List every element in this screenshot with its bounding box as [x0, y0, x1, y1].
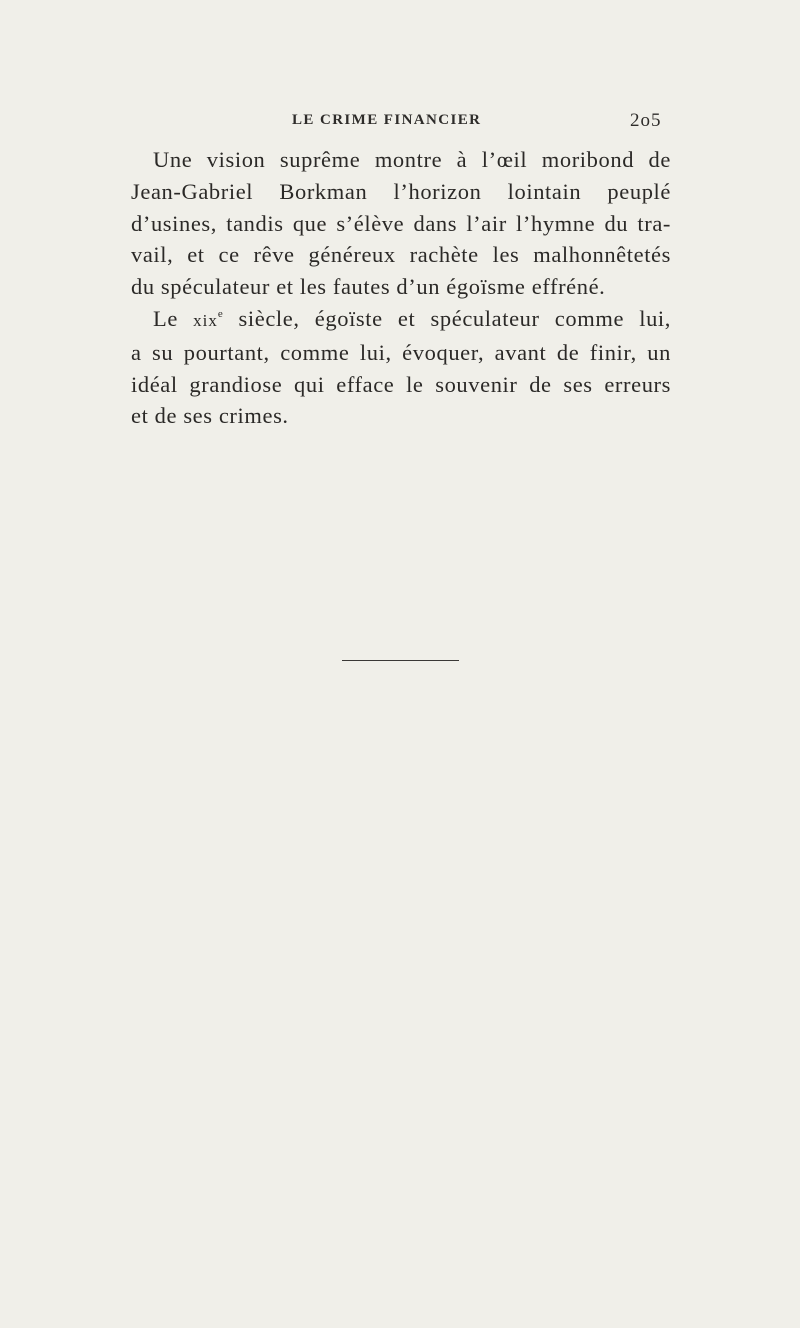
- end-rule: [342, 660, 459, 661]
- body-text: [131, 144, 671, 432]
- century-numeral: xix: [193, 310, 218, 330]
- page-header: [0, 112, 800, 136]
- text-line: vail, et ce rêve généreux rachète les malhonnêtetés: [131, 242, 671, 268]
- paragraph-2: [131, 303, 671, 432]
- superscript: e: [217, 307, 224, 320]
- text-line: [131, 303, 671, 337]
- text-fragment: siècle, égoïste et spéculateur comme lui,: [223, 305, 671, 331]
- text-line: et de ses crimes.: [131, 403, 289, 429]
- text-line: Une vision suprême montre à l’œil moribond de: [153, 147, 671, 172]
- page-number: 2o5: [630, 110, 662, 131]
- text-line: d’usines, tandis que s’élève dans l’air l’hymne du tra-: [131, 210, 671, 236]
- text-line: Jean-Gabriel Borkman l’horizon lointain peuplé: [131, 178, 671, 204]
- running-title: LE CRIME FINANCIER: [292, 112, 482, 128]
- text-line: a su pourtant, comme lui, évoquer, avant de finir, un: [131, 339, 671, 365]
- text-line: idéal grandiose qui efface le souvenir de ses erreurs: [131, 371, 671, 397]
- text-line: du spéculateur et les fautes d’un égoïsme effréné.: [131, 274, 606, 300]
- paragraph-1: [131, 144, 671, 303]
- text-fragment: Le: [153, 305, 194, 331]
